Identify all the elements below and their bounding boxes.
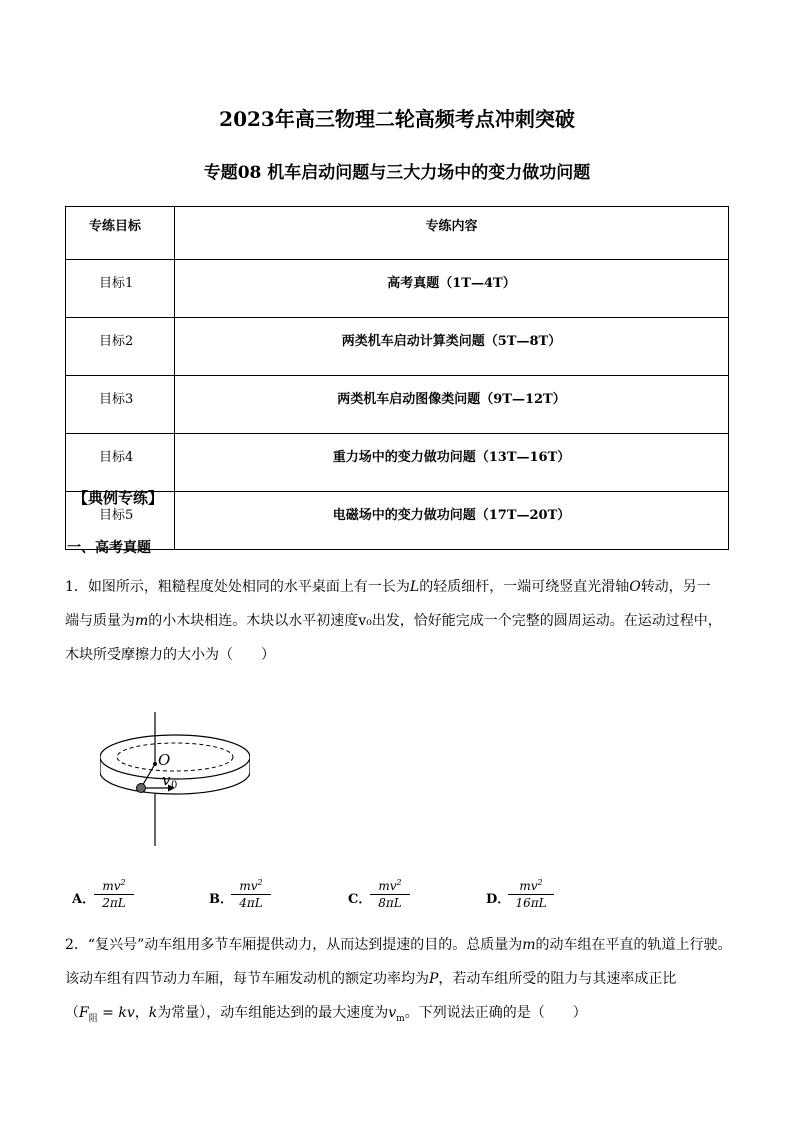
question-2-line: 该动车组有四节动力车厢，每节车厢发动机的额定功率均为P，若动车组所受的阻力与其速率成正比 bbox=[65, 971, 677, 987]
question-1-text bbox=[65, 570, 735, 672]
option-label: A． bbox=[72, 892, 96, 907]
table-cell-goal: 目标4 bbox=[66, 434, 175, 492]
option-label: D． bbox=[486, 892, 511, 907]
option-d[interactable] bbox=[486, 878, 616, 914]
table-row bbox=[66, 376, 729, 434]
option-fraction: $\frac{mv^2}{2\pi L}$ bbox=[94, 878, 134, 910]
table-row bbox=[66, 434, 729, 492]
table-row bbox=[66, 318, 729, 376]
figure-label-v: v bbox=[162, 771, 171, 789]
table-cell-goal: 目标3 bbox=[66, 376, 175, 434]
table-row bbox=[66, 260, 729, 318]
table-cell-content: 重力场中的变力做功问题（13T—16T） bbox=[175, 434, 729, 492]
question-1-line: 1．如图所示，粗糙程度处处相同的水平桌面上有一长为L的轻质细杆，一端可绕竖直光滑轴O转动，另一 bbox=[65, 579, 711, 595]
question-2-text bbox=[65, 928, 735, 1036]
document-subtitle: 专题08 机车启动问题与三大力场中的变力做功问题 bbox=[203, 163, 591, 183]
figure-label-v-subscript: 0 bbox=[171, 780, 178, 791]
option-fraction: $\frac{mv^2}{16\pi L}$ bbox=[508, 878, 554, 910]
table-cell-goal: 目标5 bbox=[66, 492, 175, 550]
section-heading-examples: 【典例专练】 bbox=[73, 489, 164, 507]
figure-label-o: O bbox=[158, 751, 171, 769]
table-header-cell: 专练内容 bbox=[175, 207, 729, 260]
goals-table bbox=[65, 206, 729, 550]
question-1-figure bbox=[100, 712, 250, 848]
table-cell-goal: 目标2 bbox=[66, 318, 175, 376]
table-cell-content: 高考真题（1T—4T） bbox=[175, 260, 729, 318]
option-label: B． bbox=[209, 892, 233, 907]
table-header-row bbox=[66, 207, 729, 260]
table-cell-content: 电磁场中的变力做功问题（17T—20T） bbox=[175, 492, 729, 550]
table-cell-content: 两类机车启动图像类问题（9T—12T） bbox=[175, 376, 729, 434]
option-a[interactable] bbox=[72, 878, 192, 914]
question-2-line: （$F_阻$ = kv，k为常量），动车组能达到的最大速度为$v_m$。下列说法正确的是（ ） bbox=[65, 1005, 587, 1024]
table-header-cell: 专练目标 bbox=[66, 207, 175, 260]
document-title: 2023年高三物理二轮高频考点冲刺突破 bbox=[219, 107, 575, 131]
option-fraction: $\frac{mv^2}{4\pi L}$ bbox=[231, 878, 271, 910]
question-2-line: 2．“复兴号”动车组用多节车厢提供动力，从而达到提速的目的。总质量为m的动车组在平直的轨道上行驶。 bbox=[65, 937, 732, 953]
question-1-line: 端与质量为m的小木块相连。木块以水平初速度v₀出发，恰好能完成一个完整的圆周运动。在运动过程中， bbox=[65, 613, 722, 629]
option-label: C． bbox=[348, 892, 372, 907]
option-fraction: $\frac{mv^2}{8\pi L}$ bbox=[370, 878, 410, 910]
table-cell-goal: 目标1 bbox=[66, 260, 175, 318]
question-1-line: 木块所受摩擦力的大小为（ ） bbox=[65, 647, 275, 663]
table-row bbox=[66, 492, 729, 550]
option-c[interactable] bbox=[348, 878, 468, 914]
table-cell-content: 两类机车启动计算类问题（5T—8T） bbox=[175, 318, 729, 376]
section-heading-exam-questions: 一、高考真题 bbox=[67, 540, 151, 556]
option-b[interactable] bbox=[209, 878, 329, 914]
